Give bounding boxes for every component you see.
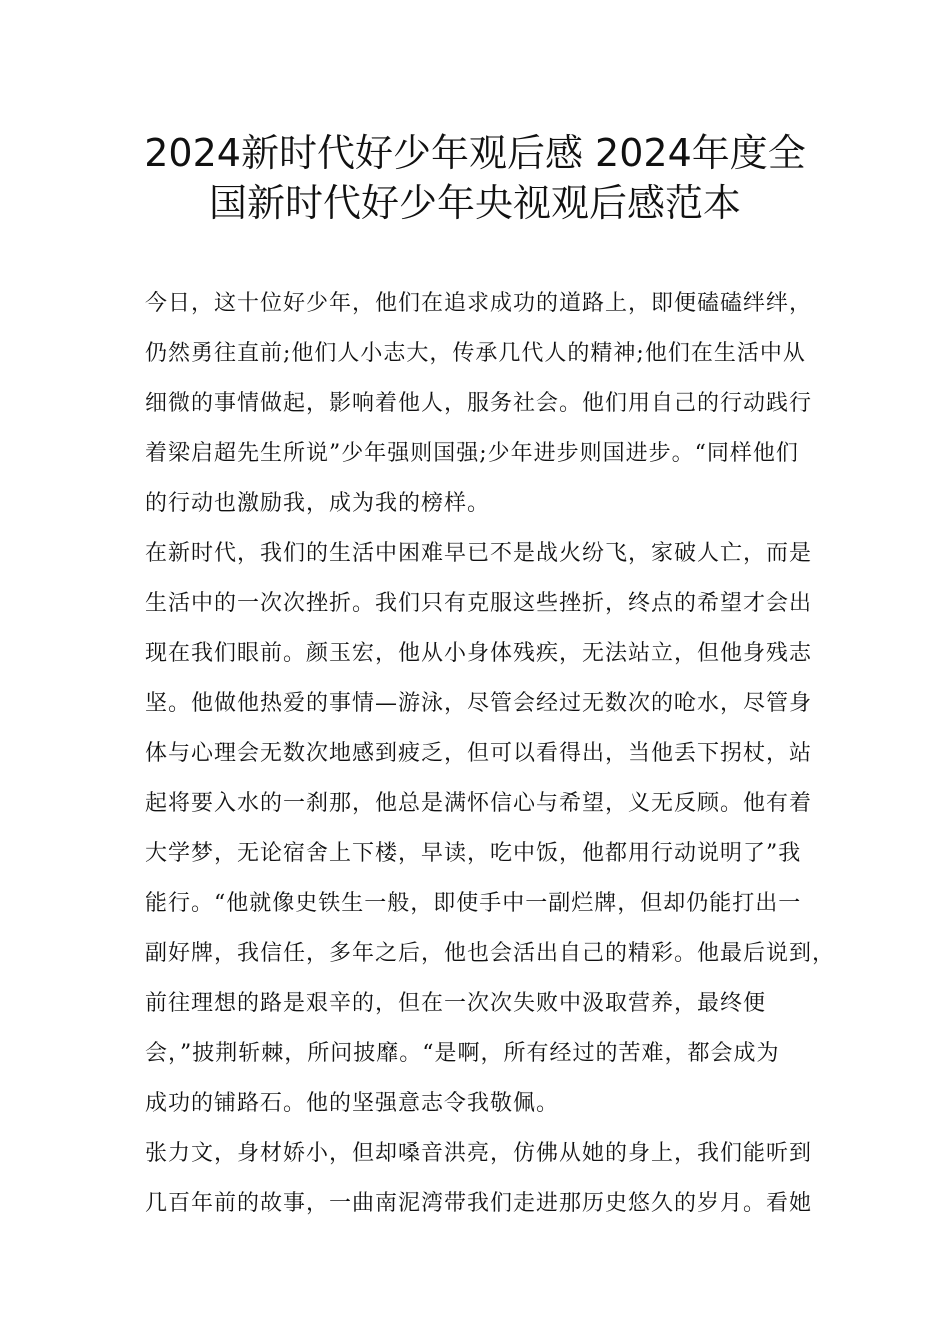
- body-line: 大学梦，无论宿舍上下楼，早读，吃中饭，他都用行动说明了”我: [145, 841, 802, 866]
- body-line: 副好牌，我信任，多年之后，他也会活出自己的精彩。他最后说到，: [145, 941, 836, 966]
- body-line: 几百年前的故事，一曲南泥湾带我们走进那历史悠久的岁月。看她: [145, 1191, 813, 1216]
- body-line: 现在我们眼前。颜玉宏，他从小身体残疾，无法站立，但他身残志: [145, 641, 813, 666]
- body-line: 前往理想的路是艰辛的，但在一次次失败中汲取营养，最终便: [145, 991, 767, 1016]
- body-line: 张力文，身材娇小，但却嗓音洪亮，仿佛从她的身上，我们能听到: [145, 1141, 813, 1166]
- body-line: 着梁启超先生所说”少年强则国强;少年进步则国进步。“同样他们: [145, 441, 799, 466]
- body-line: 仍然勇往直前;他们人小志大，传承几代人的精神;他们在生活中从: [145, 341, 806, 366]
- body-line: 生活中的一次次挫折。我们只有克服这些挫折，终点的希望才会出: [145, 591, 813, 616]
- body-line: 起将要入水的一刹那，他总是满怀信心与希望，义无反顾。他有着: [145, 791, 813, 816]
- title-line: 国新时代好少年央视观后感范本: [208, 181, 741, 225]
- body-line: 的行动也激励我，成为我的榜样。: [145, 491, 491, 516]
- body-line: 在新时代，我们的生活中困难早已不是战火纷飞，家破人亡，而是: [145, 541, 813, 566]
- body-line: 细微的事情做起，影响着他人，服务社会。他们用自己的行动践行: [145, 391, 813, 416]
- document-body: [145, 279, 836, 1229]
- body-line: 体与心理会无数次地感到疲乏，但可以看得出，当他丢下拐杖，站: [145, 741, 813, 766]
- body-line: 坚。他做他热爱的事情—游泳，尽管会经过无数次的呛水，尽管身: [145, 691, 813, 716]
- title-line: 2024新时代好少年观后感 2024年度全: [144, 131, 806, 175]
- body-line: 会，”披荆斩棘，所问披靡。“是啊，所有经过的苦难，都会成为: [145, 1041, 780, 1066]
- body-line: 成功的铺路石。他的坚强意志令我敬佩。: [145, 1091, 560, 1116]
- body-line: 能行。“他就像史铁生一般，即使手中一副烂牌，但却仍能打出一: [145, 891, 802, 916]
- body-line: 今日，这十位好少年，他们在追求成功的道路上，即便磕磕绊绊，: [145, 291, 813, 316]
- document-title: [120, 128, 830, 228]
